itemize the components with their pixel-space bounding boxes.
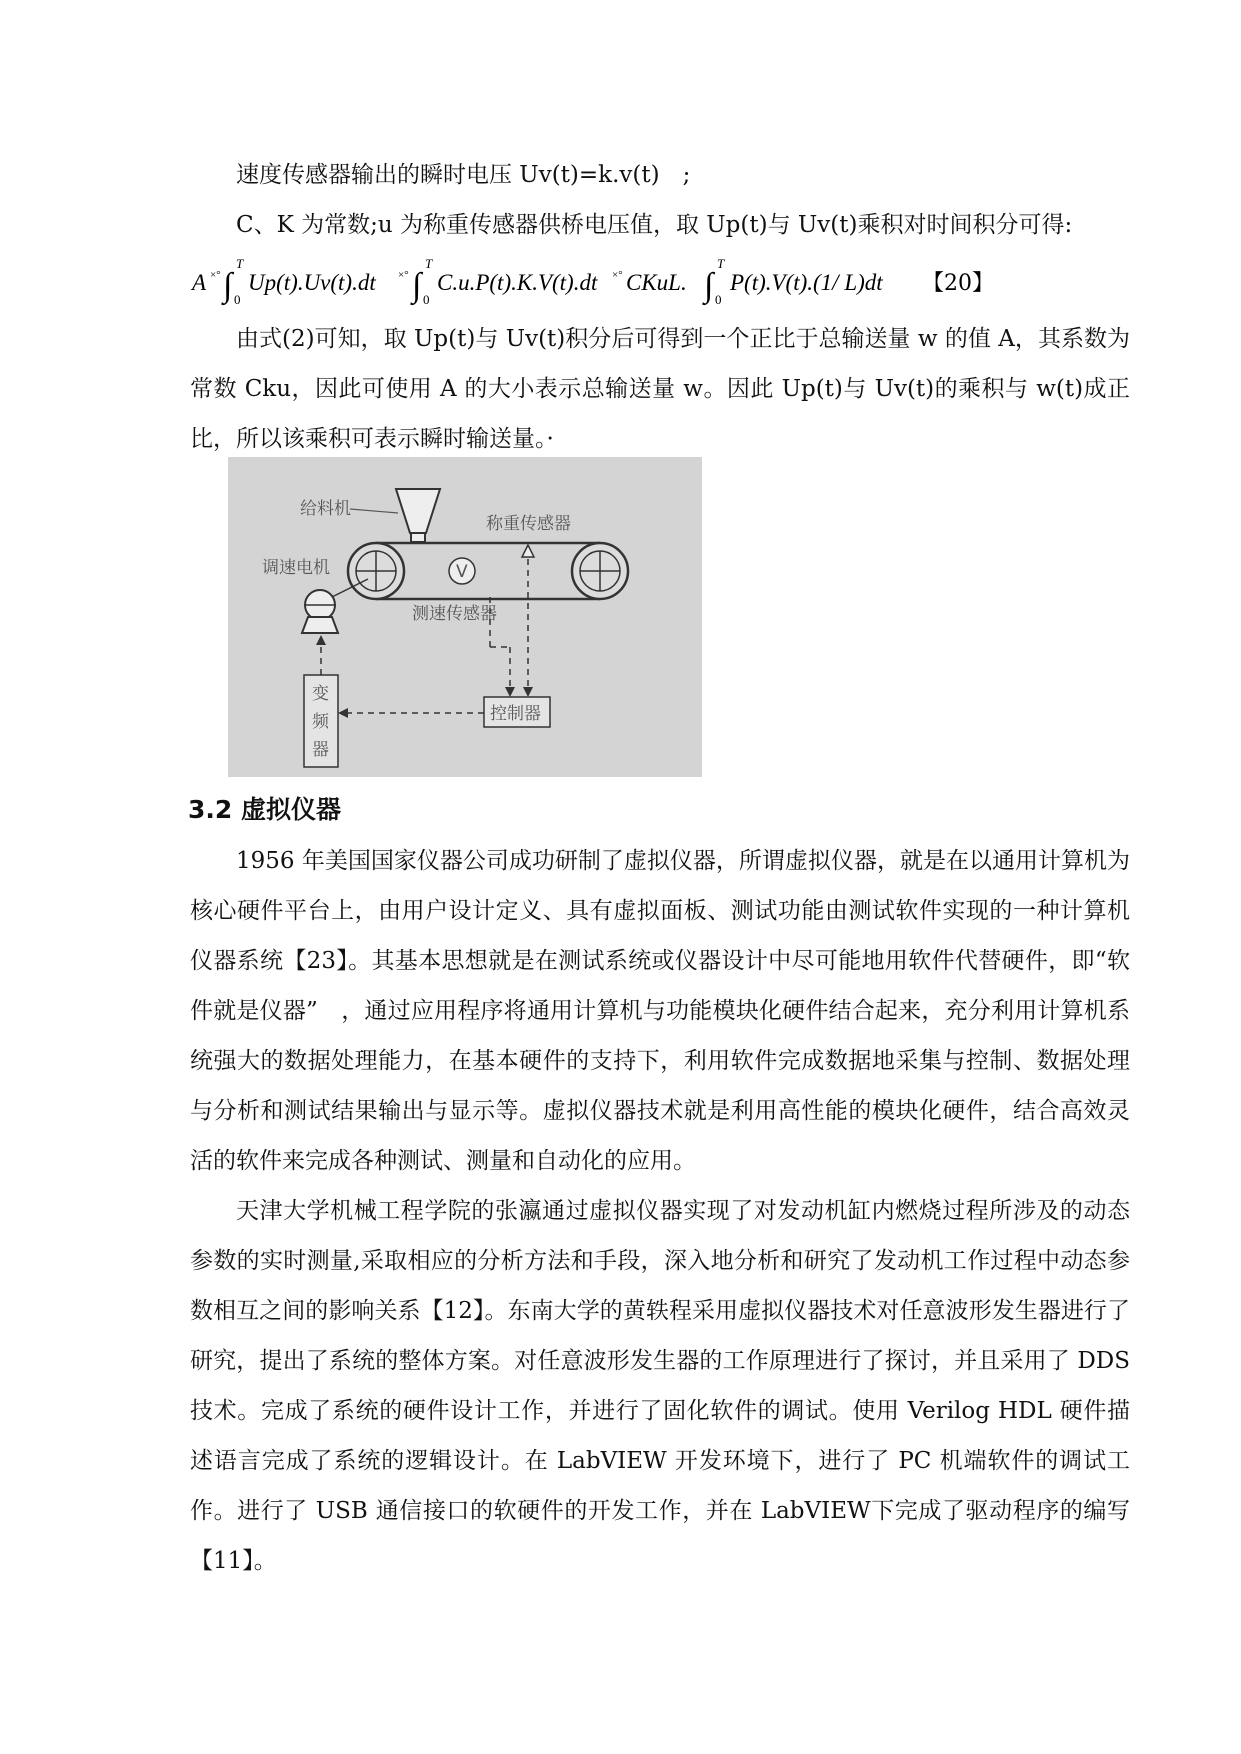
eq-integral-sign-2: ∫ <box>412 267 422 304</box>
constants-line: C、K 为常数;u 为称重传感器供桥电压值，取 Up(t)与 Uv(t)乘积对时间积分可得: <box>236 212 1073 238</box>
eq-approx-symbol-3: ×° <box>612 269 623 281</box>
eq-approx-symbol-1: ×° <box>210 269 221 281</box>
eq-int1-upper: T <box>236 256 244 271</box>
label-inverter-1: 变 <box>312 684 329 704</box>
label-feeder: 给料机 <box>300 499 351 519</box>
speed-sensor-v: V <box>456 562 468 582</box>
label-controller: 控制器 <box>490 704 541 724</box>
label-inverter-3: 器 <box>312 740 329 760</box>
eq-reference: 【20】 <box>922 271 994 296</box>
paragraph-1: 由式(2)可知，取 Up(t)与 Uv(t)积分后可得到一个正比于总输送量 w 的值 A，其系数为常数 Cku，因此可使用 A 的大小表示总输送量 w。因此 Up(t)与 Uv(t)的乘积与 w(t)成正比，所以该乘积可表示瞬时输送量。· <box>190 326 1130 452</box>
eq-int3-lower: 0 <box>715 292 722 307</box>
feeder-hopper <box>396 489 440 533</box>
equation-svg <box>190 252 1130 308</box>
weigh-sensor-marker <box>522 545 534 557</box>
feeder-leader-line <box>350 509 398 513</box>
integral-equation <box>190 252 1130 308</box>
paragraph-3: 天津大学机械工程学院的张瀛通过虚拟仪器实现了对发动机缸内燃烧过程所涉及的动态参数的实时测量,采取相应的分析方法和手段，深入地分析和研究了发动机工作过程中动态参数相互之间的影响关系【12】。东南大学的黄轶程采用虚拟仪器技术对任意波形发生器进行了研究，提出了系统的整体方案。对任意波形发生器的工作原理进行了探讨，并且采用了 DDS 技术。完成了系统的硬件设计工作，并进行了固化软件的调试。使用 Verilog HDL 硬件描述语言完成了系统的逻辑设计。在 LabVIEW 开发环境下，进行了 PC 机端软件的调试工作。进行了 USB 通信接口的软硬件的开发工作，并在 LabVIEW下完成了驱动程序的编写【11】。 <box>190 1198 1130 1574</box>
feeder-outlet <box>411 533 425 542</box>
eq-int2-lower: 0 <box>423 292 430 307</box>
paragraph-2: 1956 年美国国家仪器公司成功研制了虚拟仪器，所谓虚拟仪器，就是在以通用计算机为核心硬件平台上，由用户设计定义、具有虚拟面板、测试功能由测试软件实现的一种计算机仪器系统【23】。其基本思想就是在测试系统或仪器设计中尽可能地用软件代替硬件，即“软件就是仪器” ，通过应用程序将通用计算机与功能模块化硬件结合起来，充分利用计算机系统强大的数据处理能力，在基本硬件的支持下，利用软件完成数据地采集与控制、数据处理与分析和测试结果输出与显示等。虚拟仪器技术就是利用高性能的模块化硬件，结合高效灵活的软件来完成各种测试、测量和自动化的应用。 <box>190 848 1130 1174</box>
eq-term3: P(t).V(t).(1/ L)dt <box>730 270 883 295</box>
motor-base <box>302 617 338 633</box>
label-motor: 调速电机 <box>262 558 330 578</box>
eq-integral-sign-1: ∫ <box>223 267 233 304</box>
eq-term1: Up(t).Uv(t).dt <box>248 270 376 295</box>
section-heading: 3.2 虚拟仪器 <box>188 795 341 824</box>
eq-int1-lower: 0 <box>234 292 241 307</box>
label-speed-sensor: 测速传感器 <box>412 604 497 624</box>
diagram-svg <box>228 457 702 777</box>
eq-coef: CKuL. <box>626 270 687 295</box>
eq-term2: C.u.P(t).K.V(t).dt <box>437 270 598 295</box>
label-weigh-sensor: 称重传感器 <box>486 514 571 534</box>
label-inverter-2: 频 <box>312 712 329 732</box>
eq-integral-sign-3: ∫ <box>704 267 714 304</box>
belt-scale-diagram <box>228 457 702 777</box>
speed-sensor-line: 速度传感器输出的瞬时电压 Uv(t)=k.v(t) ; <box>236 162 691 188</box>
eq-int3-upper: T <box>717 256 725 271</box>
eq-int2-upper: T <box>425 256 433 271</box>
eq-approx-symbol-2: ×° <box>398 269 409 281</box>
eq-lhs: A <box>192 270 207 295</box>
